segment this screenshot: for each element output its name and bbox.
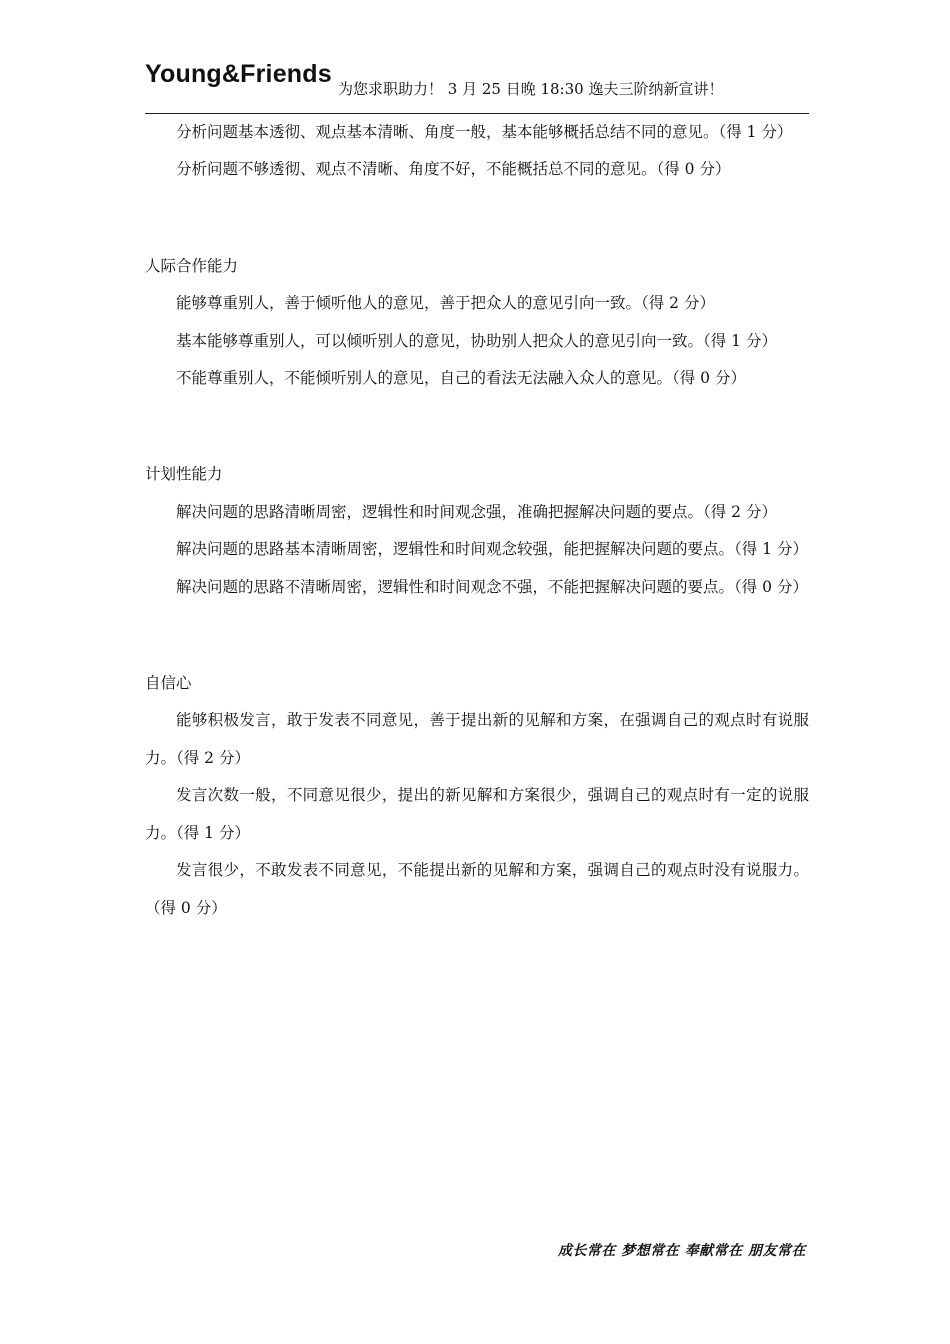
- criterion-item: 解决问题的思路基本清晰周密，逻辑性和时间观念较强，能把握解决问题的要点。（得 1 分）: [176, 540, 808, 559]
- header-tagline: 为您求职助力！ 3 月 25 日晚 18:30 逸夫三阶纳新宣讲！: [338, 80, 724, 98]
- intro-block: [145, 114, 809, 189]
- section-title: 计划性能力: [145, 465, 223, 484]
- section-title: 自信心: [145, 674, 192, 693]
- footer-slogan: 成长常在 梦想常在 奉献常在 朋友常在: [557, 1243, 806, 1259]
- section-confidence: [145, 665, 809, 927]
- criterion-item: 不能尊重别人，不能倾听别人的意见，自己的看法无法融入众人的意见。（得 0 分）: [176, 369, 746, 388]
- criterion-item: 能够积极发言，敢于发表不同意见，善于提出新的见解和方案，在强调自己的观点时有说服力。（得 2 分）: [145, 711, 809, 767]
- criterion-item: 解决问题的思路不清晰周密，逻辑性和时间观念不强，不能把握解决问题的要点。（得 0 分）: [176, 577, 808, 596]
- criterion-item: 发言很少，不敢发表不同意见，不能提出新的见解和方案，强调自己的观点时没有说服力。（得 0 分）: [145, 861, 809, 917]
- criterion-item: 分析问题不够透彻、观点不清晰、角度不好，不能概括总不同的意见。（得 0 分）: [176, 160, 731, 179]
- logo: Young&Friends: [145, 60, 332, 88]
- page-header: [145, 58, 809, 114]
- section-planning: [145, 456, 809, 606]
- criterion-item: 基本能够尊重别人，可以倾听别人的意见，协助别人把众人的意见引向一致。（得 1 分）: [176, 331, 777, 350]
- criterion-item: 能够尊重别人，善于倾听他人的意见，善于把众人的意见引向一致。（得 2 分）: [176, 294, 715, 313]
- section-title: 人际合作能力: [145, 256, 239, 275]
- document-body: [145, 114, 809, 927]
- criterion-item: 发言次数一般，不同意见很少，提出的新见解和方案很少，强调自己的观点时有一定的说服力。（得 1 分）: [145, 786, 809, 842]
- section-interpersonal: [145, 248, 809, 398]
- criterion-item: 解决问题的思路清晰周密，逻辑性和时间观念强，准确把握解决问题的要点。（得 2 分）: [176, 502, 777, 521]
- criterion-item: 分析问题基本透彻、观点基本清晰、角度一般，基本能够概括总结不同的意见。（得 1 分）: [176, 123, 793, 141]
